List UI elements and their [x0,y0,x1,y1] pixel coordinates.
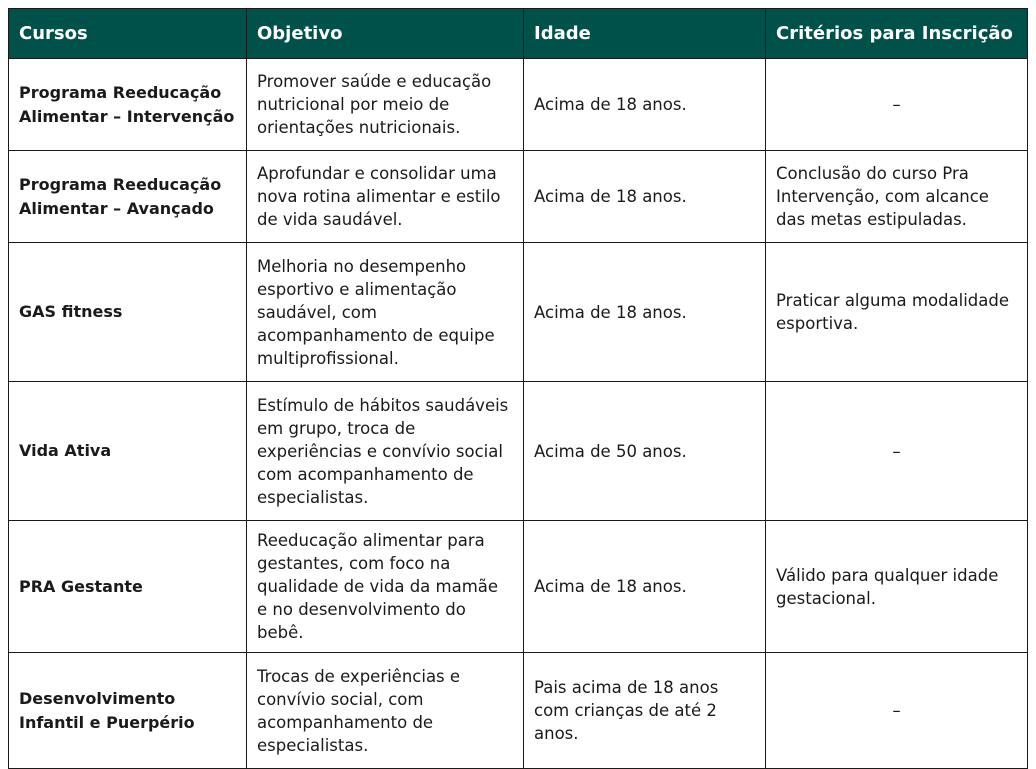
course-criteria: – [766,382,1028,521]
course-age: Acima de 18 anos. [524,243,766,382]
course-age: Acima de 18 anos. [524,521,766,653]
table-row [9,521,1028,653]
course-objective: Promover saúde e educação nutricional por meio de orientações nutricionais. [247,59,524,151]
table-row [9,243,1028,382]
course-age: Acima de 50 anos. [524,382,766,521]
course-criteria: Válido para qualquer idade gestacional. [766,521,1028,653]
course-objective: Melhoria no desempenho esportivo e alimentação saudável, com acompanhamento de equipe multiprofissional. [247,243,524,382]
courses-table [8,8,1028,769]
course-name: GAS fitness [9,243,247,382]
table-row [9,151,1028,243]
course-objective: Estímulo de hábitos saudáveis em grupo, troca de experiências e convívio social com acompanhamento de especialistas. [247,382,524,521]
header-idade: Idade [524,9,766,59]
course-name: Vida Ativa [9,382,247,521]
table-row [9,382,1028,521]
table-header-row [9,9,1028,59]
table-row [9,653,1028,769]
table-row [9,59,1028,151]
course-criteria: Conclusão do curso Pra Intervenção, com alcance das metas estipuladas. [766,151,1028,243]
course-objective: Aprofundar e consolidar uma nova rotina alimentar e estilo de vida saudável. [247,151,524,243]
course-age: Acima de 18 anos. [524,151,766,243]
course-criteria: – [766,59,1028,151]
course-criteria: – [766,653,1028,769]
course-name: PRA Gestante [9,521,247,653]
course-age: Pais acima de 18 anos com crianças de até 2 anos. [524,653,766,769]
course-objective: Reeducação alimentar para gestantes, com foco na qualidade de vida da mamãe e no desenvolvimento do bebê. [247,521,524,653]
course-age: Acima de 18 anos. [524,59,766,151]
course-name: Programa Reeducação Alimentar – Avançado [9,151,247,243]
header-objetivo: Objetivo [247,9,524,59]
header-cursos: Cursos [9,9,247,59]
header-criterios: Critérios para Inscrição [766,9,1028,59]
course-objective: Trocas de experiências e convívio social, com acompanhamento de especialistas. [247,653,524,769]
course-criteria: Praticar alguma modalidade esportiva. [766,243,1028,382]
courses-table-container [8,8,1027,769]
course-name: Desenvolvimento Infantil e Puerpério [9,653,247,769]
course-name: Programa Reeducação Alimentar – Intervenção [9,59,247,151]
